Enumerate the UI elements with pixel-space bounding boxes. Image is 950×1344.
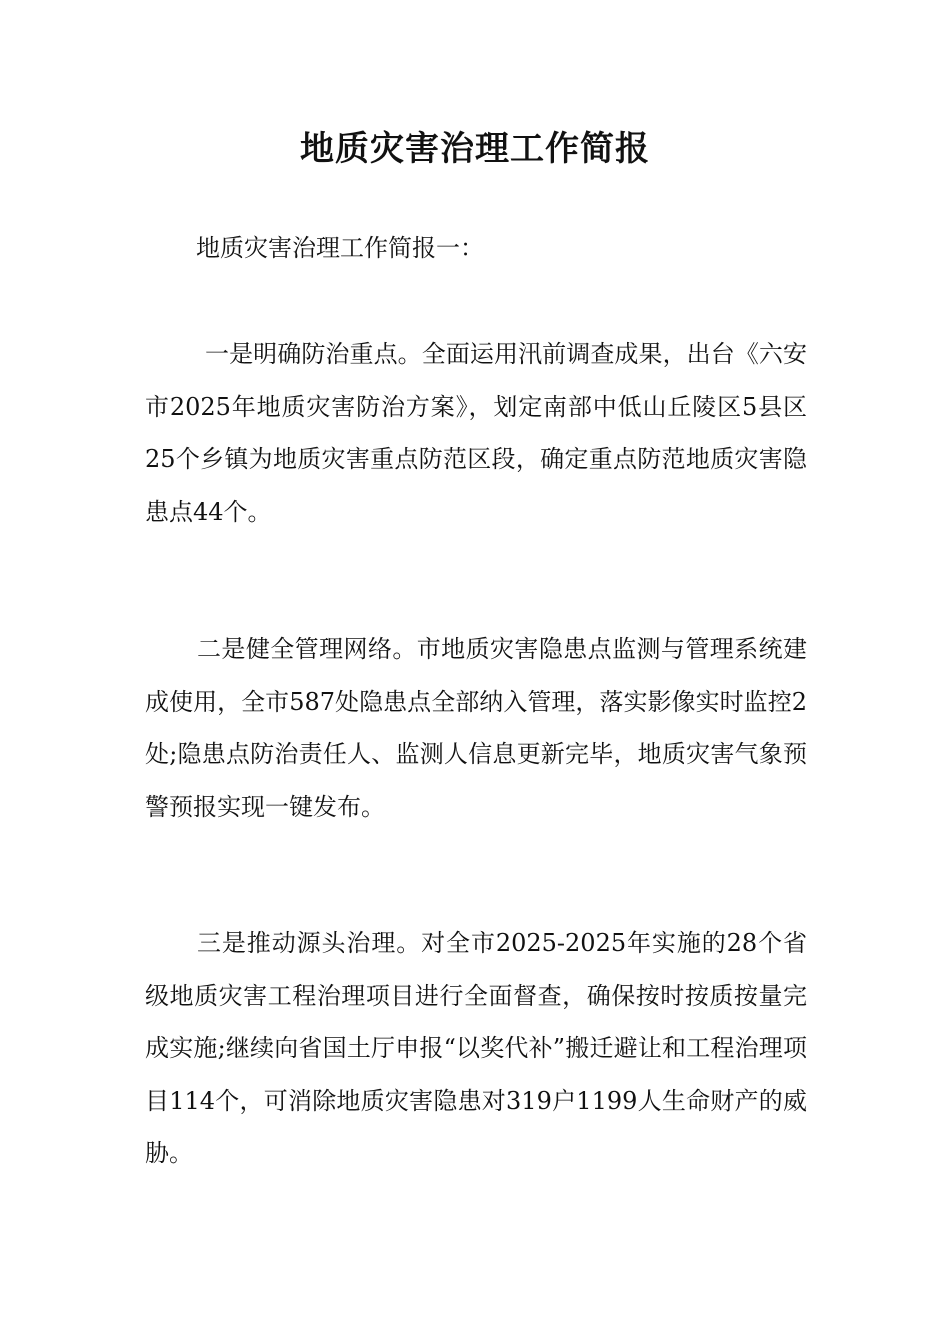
- paragraph-3: 三是推动源头治理。对全市2025-2025年实施的28个省级地质灾害工程治理项目进行全面督查，确保按时按质按量完成实施;继续向省国土厅申报“以奖代补”搬迁避让和工程治理项目114个，可消除地质灾害隐患对319户1199人生命财产的威胁。: [145, 929, 807, 1167]
- paragraph-1: 一是明确防治重点。全面运用汛前调查成果，出台《六安市2025年地质灾害防治方案》，划定南部中低山丘陵区5县区25个乡镇为地质灾害重点防范区段，确定重点防范地质灾害隐患点44个。: [145, 340, 807, 526]
- paragraph-2: 二是健全管理网络。市地质灾害隐患点监测与管理系统建成使用，全市587处隐患点全部纳入管理，落实影像实时监控2处;隐患点防治责任人、监测人信息更新完毕，地质灾害气象预警预报实现一键发布。: [145, 635, 807, 821]
- document-subtitle: 地质灾害治理工作简报一：: [196, 234, 484, 262]
- document-title: 地质灾害治理工作简报: [300, 129, 650, 169]
